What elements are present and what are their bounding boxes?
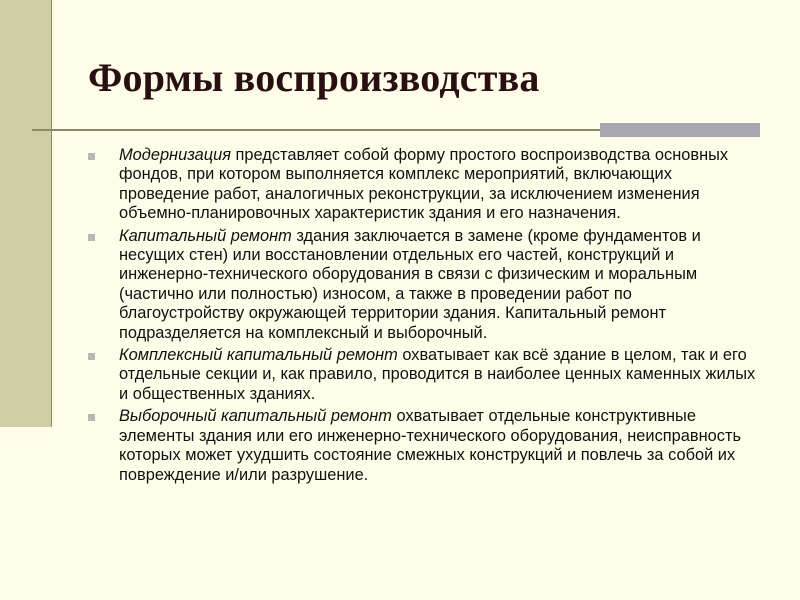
bullet-text: представляет собой форму простого воспроизводства основных фондов, при котором выполняется комплекс мероприятий, включающих проведение работ, аналогичных реконструкции, за исключением изменения объемно-планировочных характеристик здания и его назначения. (119, 146, 729, 223)
bullet-item-capital-repair (88, 227, 758, 343)
title-underline-accent-block (600, 123, 760, 137)
square-bullet-icon (88, 153, 95, 160)
square-bullet-icon (88, 414, 95, 421)
bullet-term: Капитальный ремонт (119, 226, 292, 245)
bullet-term: Выборочный капитальный ремонт (119, 407, 392, 426)
left-decorative-bar (0, 0, 52, 427)
bullet-list (88, 146, 758, 488)
bullet-text: охватывает отдельные конструктивные элементы здания или его инженерно-технического оборудования, неисправность которых может ухудшить состояние смежных конструкций и повлечь за собой их повреждение и/или разрушение. (119, 407, 742, 484)
bullet-item-selective-capital-repair (88, 407, 758, 485)
bullet-item-modernization (88, 146, 758, 224)
bullet-item-complex-capital-repair (88, 346, 758, 404)
square-bullet-icon (88, 234, 95, 241)
slide-title: Формы воспроизводства (88, 55, 540, 100)
bullet-term: Модернизация (119, 146, 231, 164)
bullet-text: здания заключается в замене (кроме фундаментов и несущих стен) или восстановлении отдельных его частей, конструкций и инженерно-технического оборудования в связи с физическим и моральным (частично или полностью) износом, а также в проведении работ по благоустройству окружающей территории здания. Капитальный ремонт подразделяется на комплексный и выборочный. (119, 226, 701, 342)
square-bullet-icon (88, 353, 95, 360)
bullet-term: Комплексный капитальный ремонт (119, 346, 398, 365)
bullet-text: охватывает как всё здание в целом, так и его отдельные секции и, как правило, проводится в наиболее ценных каменных жилых и общественных зданиях. (119, 346, 756, 403)
